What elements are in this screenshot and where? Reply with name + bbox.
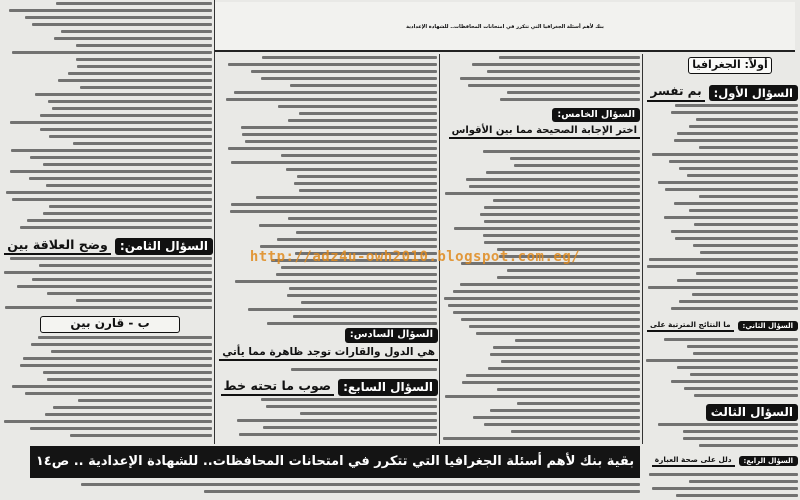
text-line xyxy=(674,202,798,205)
text-line xyxy=(484,206,640,209)
text-line xyxy=(472,63,640,66)
text-line xyxy=(30,156,212,159)
text-line xyxy=(462,381,640,384)
text-line xyxy=(228,147,437,150)
text-line xyxy=(263,426,437,429)
question-label: السؤال الثالث xyxy=(706,404,798,421)
text-line xyxy=(262,56,437,59)
text-line xyxy=(510,157,640,160)
text-line xyxy=(10,257,212,260)
question-7-heading xyxy=(218,378,438,396)
text-line xyxy=(242,133,437,136)
text-line xyxy=(649,473,798,476)
text-line xyxy=(648,286,798,289)
question-label: السؤال الثامن: xyxy=(115,238,213,255)
text-line xyxy=(466,374,640,377)
question-6-heading xyxy=(218,328,438,366)
text-line xyxy=(460,283,640,286)
text-line xyxy=(299,189,437,192)
text-line xyxy=(20,226,212,229)
text-line xyxy=(453,290,640,293)
text-line xyxy=(454,227,640,230)
text-line xyxy=(49,135,212,138)
text-line xyxy=(43,212,212,215)
text-line xyxy=(76,58,212,61)
question-label: السؤال الثاني: xyxy=(738,321,798,332)
question-label: السؤال السادس: xyxy=(345,328,438,343)
compare-heading: ب - قارن بين xyxy=(40,316,180,333)
text-line xyxy=(286,168,437,171)
text-line xyxy=(484,423,640,426)
text-line xyxy=(289,287,437,290)
text-line xyxy=(77,65,212,68)
text-line xyxy=(51,350,212,353)
text-line xyxy=(231,161,437,164)
text-line xyxy=(43,371,212,374)
text-line xyxy=(468,84,640,87)
question-prompt: صوب ما تحته خط xyxy=(221,378,335,396)
text-line xyxy=(48,100,212,103)
text-line xyxy=(664,216,798,219)
text-line xyxy=(29,177,212,180)
question-prompt: هي الدول والقارات توجد ظاهرة مما يأتي xyxy=(219,346,438,361)
text-line xyxy=(80,86,212,89)
text-line xyxy=(53,406,212,409)
text-line xyxy=(10,121,212,124)
text-line xyxy=(293,315,437,318)
text-line xyxy=(58,79,212,82)
text-line xyxy=(23,357,212,360)
text-line xyxy=(699,444,798,447)
text-line xyxy=(476,332,640,335)
text-line xyxy=(17,285,212,288)
text-line xyxy=(231,203,437,206)
text-line xyxy=(81,483,640,486)
text-line xyxy=(696,272,798,275)
text-line xyxy=(699,195,798,198)
text-line xyxy=(484,220,640,223)
text-line xyxy=(278,105,437,108)
text-line xyxy=(490,353,640,356)
text-line xyxy=(652,487,798,490)
text-line xyxy=(259,224,437,227)
text-line xyxy=(296,231,437,234)
text-line xyxy=(445,395,640,398)
text-line xyxy=(9,9,212,12)
text-line xyxy=(453,311,640,314)
question-label: السؤال الخامس: xyxy=(552,108,640,122)
text-line xyxy=(675,104,798,107)
text-line xyxy=(239,433,437,436)
text-line xyxy=(300,412,437,415)
text-line xyxy=(488,367,640,370)
text-line xyxy=(12,51,212,54)
text-line xyxy=(4,420,212,423)
text-line xyxy=(689,480,798,483)
text-line xyxy=(226,98,437,101)
text-line xyxy=(261,398,437,401)
text-line xyxy=(76,299,212,302)
text-line xyxy=(517,402,640,405)
text-line xyxy=(486,171,640,174)
text-line xyxy=(27,219,212,222)
text-line xyxy=(515,339,640,342)
text-line xyxy=(469,185,640,188)
text-line xyxy=(76,44,212,47)
text-line xyxy=(32,23,212,26)
text-line xyxy=(500,98,640,101)
text-line xyxy=(473,416,640,419)
text-line xyxy=(677,132,798,135)
text-line xyxy=(281,154,437,157)
text-line xyxy=(294,182,437,185)
text-line xyxy=(448,304,640,307)
text-line xyxy=(267,322,437,325)
text-line xyxy=(646,359,798,362)
text-line xyxy=(235,280,437,283)
question-prompt: اختر الإجابة الصحيحة مما بين الأقواس xyxy=(449,125,640,139)
text-line xyxy=(78,399,212,402)
footer-banner: بقية بنك لأهم أسئلة الجغرافيا التي تتكرر في امتحانات المحافظات.. للشهادة الإعدادية .. ص١٤ xyxy=(30,446,640,478)
section-label: أولاً: الجغرافيا xyxy=(688,57,772,74)
question-3-heading xyxy=(645,403,798,421)
text-line xyxy=(514,164,640,167)
text-line xyxy=(6,191,212,194)
text-line xyxy=(649,258,798,261)
text-line xyxy=(40,128,212,131)
text-line xyxy=(699,146,798,149)
text-line xyxy=(261,77,437,80)
text-line xyxy=(56,2,212,5)
text-line xyxy=(10,170,212,173)
text-line xyxy=(483,150,640,153)
text-line xyxy=(664,338,798,341)
question-prompt: ما النتائج المترتبة على xyxy=(647,320,733,331)
text-line xyxy=(277,238,437,241)
text-line xyxy=(228,63,437,66)
text-line xyxy=(480,213,640,216)
text-line xyxy=(694,223,798,226)
text-line xyxy=(31,343,212,346)
text-line xyxy=(665,188,798,191)
text-line xyxy=(658,181,798,184)
text-line xyxy=(461,318,640,321)
text-line xyxy=(497,388,640,391)
question-1-heading xyxy=(645,84,798,102)
text-line xyxy=(444,297,640,300)
text-line xyxy=(73,142,212,145)
text-line xyxy=(647,265,798,268)
question-label: السؤال الرابع: xyxy=(739,456,798,467)
text-line xyxy=(443,437,640,440)
text-line xyxy=(266,405,437,408)
text-line xyxy=(501,360,640,363)
text-line xyxy=(671,307,798,310)
text-line xyxy=(5,306,212,309)
text-line xyxy=(288,119,437,122)
text-line xyxy=(251,70,437,73)
text-line xyxy=(700,251,798,254)
text-line xyxy=(288,217,437,220)
text-line xyxy=(692,293,798,296)
text-line xyxy=(256,196,437,199)
text-line xyxy=(694,394,798,397)
text-line xyxy=(25,392,212,395)
text-line xyxy=(671,380,798,383)
text-line xyxy=(507,269,640,272)
text-line xyxy=(70,434,212,437)
text-line xyxy=(466,178,640,181)
text-line xyxy=(693,352,798,355)
question-2-heading xyxy=(645,317,798,335)
text-line xyxy=(276,273,437,276)
column-divider xyxy=(214,0,215,444)
text-line xyxy=(287,294,437,297)
text-line xyxy=(689,209,798,212)
text-line xyxy=(32,278,212,281)
text-line xyxy=(460,77,640,80)
text-line xyxy=(483,234,640,237)
text-line xyxy=(469,325,640,328)
text-line xyxy=(43,163,212,166)
text-line xyxy=(40,114,212,117)
text-line xyxy=(674,139,798,142)
question-8-heading xyxy=(2,237,213,255)
text-line xyxy=(301,301,437,304)
text-line xyxy=(689,125,798,128)
text-line xyxy=(54,37,212,40)
question-label: السؤال السابع: xyxy=(338,379,438,396)
text-line xyxy=(45,413,212,416)
text-line xyxy=(290,84,437,87)
text-line xyxy=(679,167,798,170)
text-line xyxy=(4,271,212,274)
text-line xyxy=(47,292,212,295)
text-line xyxy=(291,368,437,371)
text-line xyxy=(248,308,437,311)
text-line xyxy=(683,437,798,440)
text-line xyxy=(499,56,640,59)
text-line xyxy=(204,490,640,493)
question-prompt: وضح العلاقة بين xyxy=(4,237,111,255)
text-line xyxy=(237,419,437,422)
text-line xyxy=(679,300,798,303)
text-line xyxy=(507,91,640,94)
text-line xyxy=(49,205,212,208)
text-line xyxy=(68,72,212,75)
text-line xyxy=(35,93,212,96)
text-line xyxy=(683,430,798,433)
text-line xyxy=(684,387,798,390)
question-prompt: بم تفسر xyxy=(647,84,704,101)
text-line xyxy=(676,494,798,497)
text-line xyxy=(690,373,798,376)
page-title: بنك لأهم أسئلة الجغرافيا التي تتكرر في امتحانات المحافظات.. للشهادة الإعدادية xyxy=(215,2,795,52)
text-line xyxy=(487,70,640,73)
text-line xyxy=(687,345,798,348)
text-line xyxy=(30,427,212,430)
text-line xyxy=(281,266,437,269)
text-line xyxy=(234,91,437,94)
text-line xyxy=(12,385,212,388)
text-line xyxy=(693,244,798,247)
text-line xyxy=(497,276,640,279)
text-line xyxy=(245,140,437,143)
text-line xyxy=(11,149,212,152)
text-line xyxy=(511,430,640,433)
text-line xyxy=(52,107,212,110)
question-5-heading xyxy=(440,108,640,144)
text-line xyxy=(675,237,798,240)
question-prompt: دلل على صحة العبارة xyxy=(652,455,735,466)
text-line xyxy=(241,126,437,129)
text-line xyxy=(490,409,640,412)
text-line xyxy=(671,111,798,114)
text-line xyxy=(687,174,798,177)
text-line xyxy=(671,230,798,233)
question-4-heading xyxy=(645,452,798,470)
text-line xyxy=(12,198,212,201)
text-line xyxy=(652,153,798,156)
text-line xyxy=(297,175,437,178)
text-line xyxy=(47,378,212,381)
text-line xyxy=(230,210,437,213)
question-label: السؤال الأول: xyxy=(709,85,798,101)
watermark-url: http://adz4u-owh2010.blogspot.com.eg/ xyxy=(249,249,581,265)
text-line xyxy=(493,346,640,349)
text-line xyxy=(445,192,640,195)
text-line xyxy=(46,184,212,187)
text-line xyxy=(25,16,212,19)
text-line xyxy=(484,241,640,244)
text-line xyxy=(299,112,437,115)
text-line xyxy=(38,336,212,339)
text-line xyxy=(61,30,212,33)
text-line xyxy=(669,160,798,163)
text-line xyxy=(677,279,798,282)
text-line xyxy=(677,366,798,369)
text-line xyxy=(696,118,798,121)
text-line xyxy=(20,364,212,367)
text-line xyxy=(493,199,640,202)
text-line xyxy=(658,423,798,426)
